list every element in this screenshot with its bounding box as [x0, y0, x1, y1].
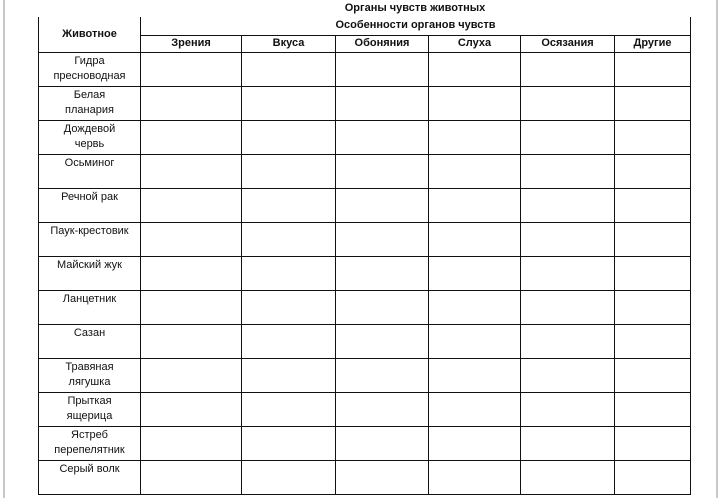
empty-cell[interactable]	[521, 358, 615, 392]
animal-name-line: Прыткая	[67, 394, 112, 407]
empty-cell[interactable]	[336, 52, 429, 86]
empty-cell[interactable]	[336, 426, 429, 460]
animal-name-line: Майский жук	[56, 258, 122, 271]
empty-cell[interactable]	[242, 426, 336, 460]
empty-cell[interactable]	[242, 460, 336, 494]
table-row	[39, 222, 691, 256]
animal-name-line: червь	[74, 137, 105, 150]
header-column: Другие	[615, 35, 691, 52]
empty-cell[interactable]	[521, 188, 615, 222]
animal-name-cell	[39, 290, 141, 324]
animal-name-cell	[39, 392, 141, 426]
animal-name-cell	[39, 358, 141, 392]
empty-cell[interactable]	[242, 392, 336, 426]
animal-name-cell	[39, 86, 141, 120]
empty-cell[interactable]	[336, 460, 429, 494]
table-row	[39, 392, 691, 426]
empty-cell[interactable]	[615, 154, 691, 188]
animal-name-line: Паук-крестовик	[50, 224, 129, 237]
empty-cell[interactable]	[429, 188, 521, 222]
header-group: Особенности органов чувств	[141, 17, 691, 35]
empty-cell[interactable]	[429, 358, 521, 392]
header-column: Вкуса	[242, 35, 336, 52]
empty-cell[interactable]	[141, 120, 242, 154]
empty-cell[interactable]	[242, 324, 336, 358]
empty-cell[interactable]	[242, 358, 336, 392]
empty-cell[interactable]	[242, 120, 336, 154]
empty-cell[interactable]	[521, 460, 615, 494]
empty-cell[interactable]	[141, 86, 242, 120]
animal-name-cell	[39, 426, 141, 460]
empty-cell[interactable]	[141, 256, 242, 290]
empty-cell[interactable]	[141, 426, 242, 460]
empty-cell[interactable]	[429, 426, 521, 460]
empty-cell[interactable]	[615, 52, 691, 86]
animal-name-line: Ястреб	[71, 428, 108, 441]
empty-cell[interactable]	[615, 188, 691, 222]
header-column: Зрения	[141, 35, 242, 52]
empty-cell[interactable]	[429, 290, 521, 324]
animal-name-line: лягушка	[68, 375, 111, 388]
empty-cell[interactable]	[141, 392, 242, 426]
empty-cell[interactable]	[336, 188, 429, 222]
empty-cell[interactable]	[615, 86, 691, 120]
empty-cell[interactable]	[615, 222, 691, 256]
empty-cell[interactable]	[521, 392, 615, 426]
table-row	[39, 290, 691, 324]
empty-cell[interactable]	[429, 392, 521, 426]
animal-name-line: Сазан	[73, 326, 106, 339]
empty-cell[interactable]	[336, 154, 429, 188]
empty-cell[interactable]	[336, 324, 429, 358]
empty-cell[interactable]	[521, 120, 615, 154]
table-row	[39, 426, 691, 460]
table-row	[39, 358, 691, 392]
empty-cell[interactable]	[242, 188, 336, 222]
empty-cell[interactable]	[429, 86, 521, 120]
empty-cell[interactable]	[429, 256, 521, 290]
table-row	[39, 154, 691, 188]
animal-name-cell	[39, 222, 141, 256]
empty-cell[interactable]	[521, 290, 615, 324]
empty-cell[interactable]	[429, 460, 521, 494]
animal-name-cell	[39, 460, 141, 494]
empty-cell[interactable]	[336, 222, 429, 256]
table-row	[39, 460, 691, 494]
table-title: Органы чувств животных	[344, 2, 486, 14]
animal-name-line: пресноводная	[53, 69, 126, 82]
empty-cell[interactable]	[521, 154, 615, 188]
animal-name-line: Белая	[73, 88, 106, 101]
empty-cell[interactable]	[141, 324, 242, 358]
animal-name-line: планария	[65, 103, 114, 116]
empty-cell[interactable]	[615, 358, 691, 392]
empty-cell[interactable]	[141, 222, 242, 256]
header-column: Слуха	[429, 35, 521, 52]
animal-name-line: Серый волк	[59, 462, 120, 475]
animal-name-line: Гидра	[74, 54, 105, 67]
table-row	[39, 52, 691, 86]
empty-cell[interactable]	[336, 120, 429, 154]
empty-cell[interactable]	[615, 324, 691, 358]
empty-cell[interactable]	[336, 86, 429, 120]
empty-cell[interactable]	[521, 426, 615, 460]
empty-cell[interactable]	[141, 188, 242, 222]
empty-cell[interactable]	[336, 392, 429, 426]
empty-cell[interactable]	[615, 460, 691, 494]
empty-cell[interactable]	[521, 256, 615, 290]
table-row	[39, 188, 691, 222]
empty-cell[interactable]	[615, 392, 691, 426]
animal-name-line: Ланцетник	[62, 292, 117, 305]
empty-cell[interactable]	[141, 460, 242, 494]
animal-name-line: Речной рак	[61, 190, 118, 203]
header-column: Осязания	[521, 35, 615, 52]
animal-name-cell	[39, 324, 141, 358]
header-animal: Животное	[39, 17, 141, 52]
animal-name-line: Дождевой	[63, 122, 116, 135]
animal-name-cell	[39, 52, 141, 86]
empty-cell[interactable]	[242, 256, 336, 290]
empty-cell[interactable]	[336, 358, 429, 392]
empty-cell[interactable]	[615, 290, 691, 324]
empty-cell[interactable]	[521, 86, 615, 120]
animal-name-line: перепелятник	[54, 443, 125, 456]
animal-name-cell	[39, 154, 141, 188]
empty-cell[interactable]	[336, 256, 429, 290]
empty-cell[interactable]	[141, 154, 242, 188]
table-row	[39, 256, 691, 290]
animal-name-cell	[39, 256, 141, 290]
empty-cell[interactable]	[521, 222, 615, 256]
empty-cell[interactable]	[521, 52, 615, 86]
animal-name-line: Осьминог	[64, 156, 115, 169]
empty-cell[interactable]	[429, 120, 521, 154]
table-row	[39, 120, 691, 154]
empty-cell[interactable]	[429, 324, 521, 358]
animal-name-cell	[39, 120, 141, 154]
empty-cell[interactable]	[242, 290, 336, 324]
empty-cell[interactable]	[615, 426, 691, 460]
empty-cell[interactable]	[141, 358, 242, 392]
animal-name-line: ящерица	[66, 409, 113, 422]
empty-cell[interactable]	[242, 86, 336, 120]
empty-cell[interactable]	[242, 222, 336, 256]
empty-cell[interactable]	[141, 290, 242, 324]
empty-cell[interactable]	[141, 52, 242, 86]
empty-cell[interactable]	[242, 52, 336, 86]
header-column: Обоняния	[336, 35, 429, 52]
empty-cell[interactable]	[521, 324, 615, 358]
empty-cell[interactable]	[242, 154, 336, 188]
sense-organs-table	[38, 17, 691, 495]
empty-cell[interactable]	[615, 120, 691, 154]
empty-cell[interactable]	[336, 290, 429, 324]
empty-cell[interactable]	[429, 222, 521, 256]
animal-name-line: Травяная	[65, 360, 114, 373]
table-row	[39, 86, 691, 120]
empty-cell[interactable]	[429, 52, 521, 86]
empty-cell[interactable]	[615, 256, 691, 290]
table-row	[39, 324, 691, 358]
empty-cell[interactable]	[429, 154, 521, 188]
animal-name-cell	[39, 188, 141, 222]
